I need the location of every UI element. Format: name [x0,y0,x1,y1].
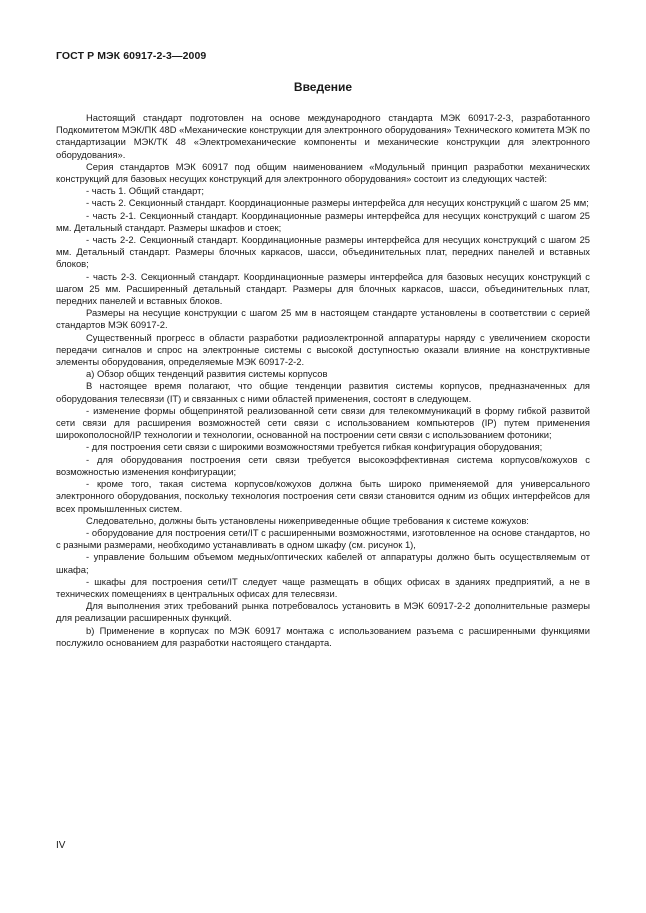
paragraph: Для выполнения этих требований рынка потребовалось установить в МЭК 60917-2-2 дополнительные размеры для реализации расширенных функций. [56,600,590,624]
list-item: - для построения сети связи с широкими возможностями требуется гибкая конфигурация оборудования; [86,441,543,453]
list-item: - кроме того, такая система корпусов/кожухов должна быть широко применяемой для универсального электронного оборудования, поскольку технология построения сети связи становится одним из общих интерфейсов для всех промышленных систем. [56,478,590,514]
paragraph: Настоящий стандарт подготовлен на основе международного стандарта МЭК 60917-2-3, разработанного Подкомитетом МЭК/ПК 48D «Механические конструкции для электронного оборудования» Технического комитета МЭК по стандартизации МЭК/ТК 48 «Электромеханические компоненты и механические конструкции для электронного оборудования». [56,112,590,160]
paragraph: Размеры на несущие конструкции с шагом 25 мм в настоящем стандарте установлены в соответствии с серией стандартов МЭК 60917-2. [56,307,590,331]
list-item: - часть 2-2. Секционный стандарт. Координационные размеры интерфейса для несущих конструкций с шагом 25 мм. Детальный стандарт. Размеры блочных каркасов, шасси, объединительных плат, передних панелей и вставных блоков; [56,234,590,270]
paragraph: В настоящее время полагают, что общие тенденции развития системы корпусов, предназначенных для оборудования телесвязи (IT) и связанных с ними областей применения, состоят в следующем. [56,380,590,404]
document-code-header: ГОСТ Р МЭК 60917-2-3—2009 [56,50,207,62]
paragraph: Следовательно, должны быть установлены нижеприведенные общие требования к системе кожухов: [86,514,529,526]
paragraph: Существенный прогресс в области разработки радиоэлектронной аппаратуры наряду с увеличением скорости передачи сигналов и спрос на электронные системы с высокой доступностью оказали влияние на конструктивные элементы оборудования, определяемые МЭК 60917-2-2. [56,331,590,368]
subsection-heading: а) Обзор общих тенденций развития системы корпусов [86,368,328,380]
list-item: - изменение формы общепринятой реализованной сети связи для телекоммуникаций в форму гибкой развитой сети связи для расширения возможностей сети связи с использованием компьютеров (IP) путем применения широкополосной/IP технологии и технологии, основанной на построении сети связи с использованием фотоники; [56,404,590,441]
list-item: - для оборудования построения сети связи требуется высокоэффективная система корпусов/кожухов с возможностью изменения конфигурации; [56,453,590,477]
list-item: - оборудование для построения сети/IT с расширенными возможностями, изготовленное на основе стандартов, но с разными размерами, необходимо устанавливать в одном шкафу (см. рисунок 1), [56,526,590,551]
subsection-heading: b) Применение в корпусах по МЭК 60917 монтажа с использованием разъема с расширенными функциями послужило основанием для разработки настоящего стандарта. [56,624,590,648]
list-item: - шкафы для построения сети/IT следует чаще размещать в общих офисах в зданиях предприятий, а не в технических помещениях в центральных офисах для телесвязи. [56,575,590,599]
page-number: IV [56,840,66,851]
paragraph: Серия стандартов МЭК 60917 под общим наименованием «Модульный принцип разработки механических конструкций для базовых несущих конструкций для электронного оборудования» состоит из следующих частей: [56,160,590,185]
list-item: - часть 1. Общий стандарт; [86,185,205,197]
list-item: - часть 2. Секционный стандарт. Координационные размеры интерфейса для несущих конструкций с шагом 25 мм; [86,197,589,209]
section-title: Введение [293,80,353,94]
list-item: - управление большим объемом медных/оптических кабелей от аппаратуры должно быть осуществляемым от шкафа; [56,551,590,575]
list-item: - часть 2-3. Секционный стандарт. Координационные размеры интерфейса для базовых несущих конструкций с шагом 25 мм. Расширенный детальный стандарт. Размеры для блочных каркасов, шасси, объединительных плат, передних панелей и вставных блоков. [56,270,590,307]
body-text [56,112,590,649]
list-item: - часть 2-1. Секционный стандарт. Координационные размеры интерфейса для несущих конструкций с шагом 25 мм. Детальный стандарт. Размеры шкафов и стоек; [56,209,590,233]
